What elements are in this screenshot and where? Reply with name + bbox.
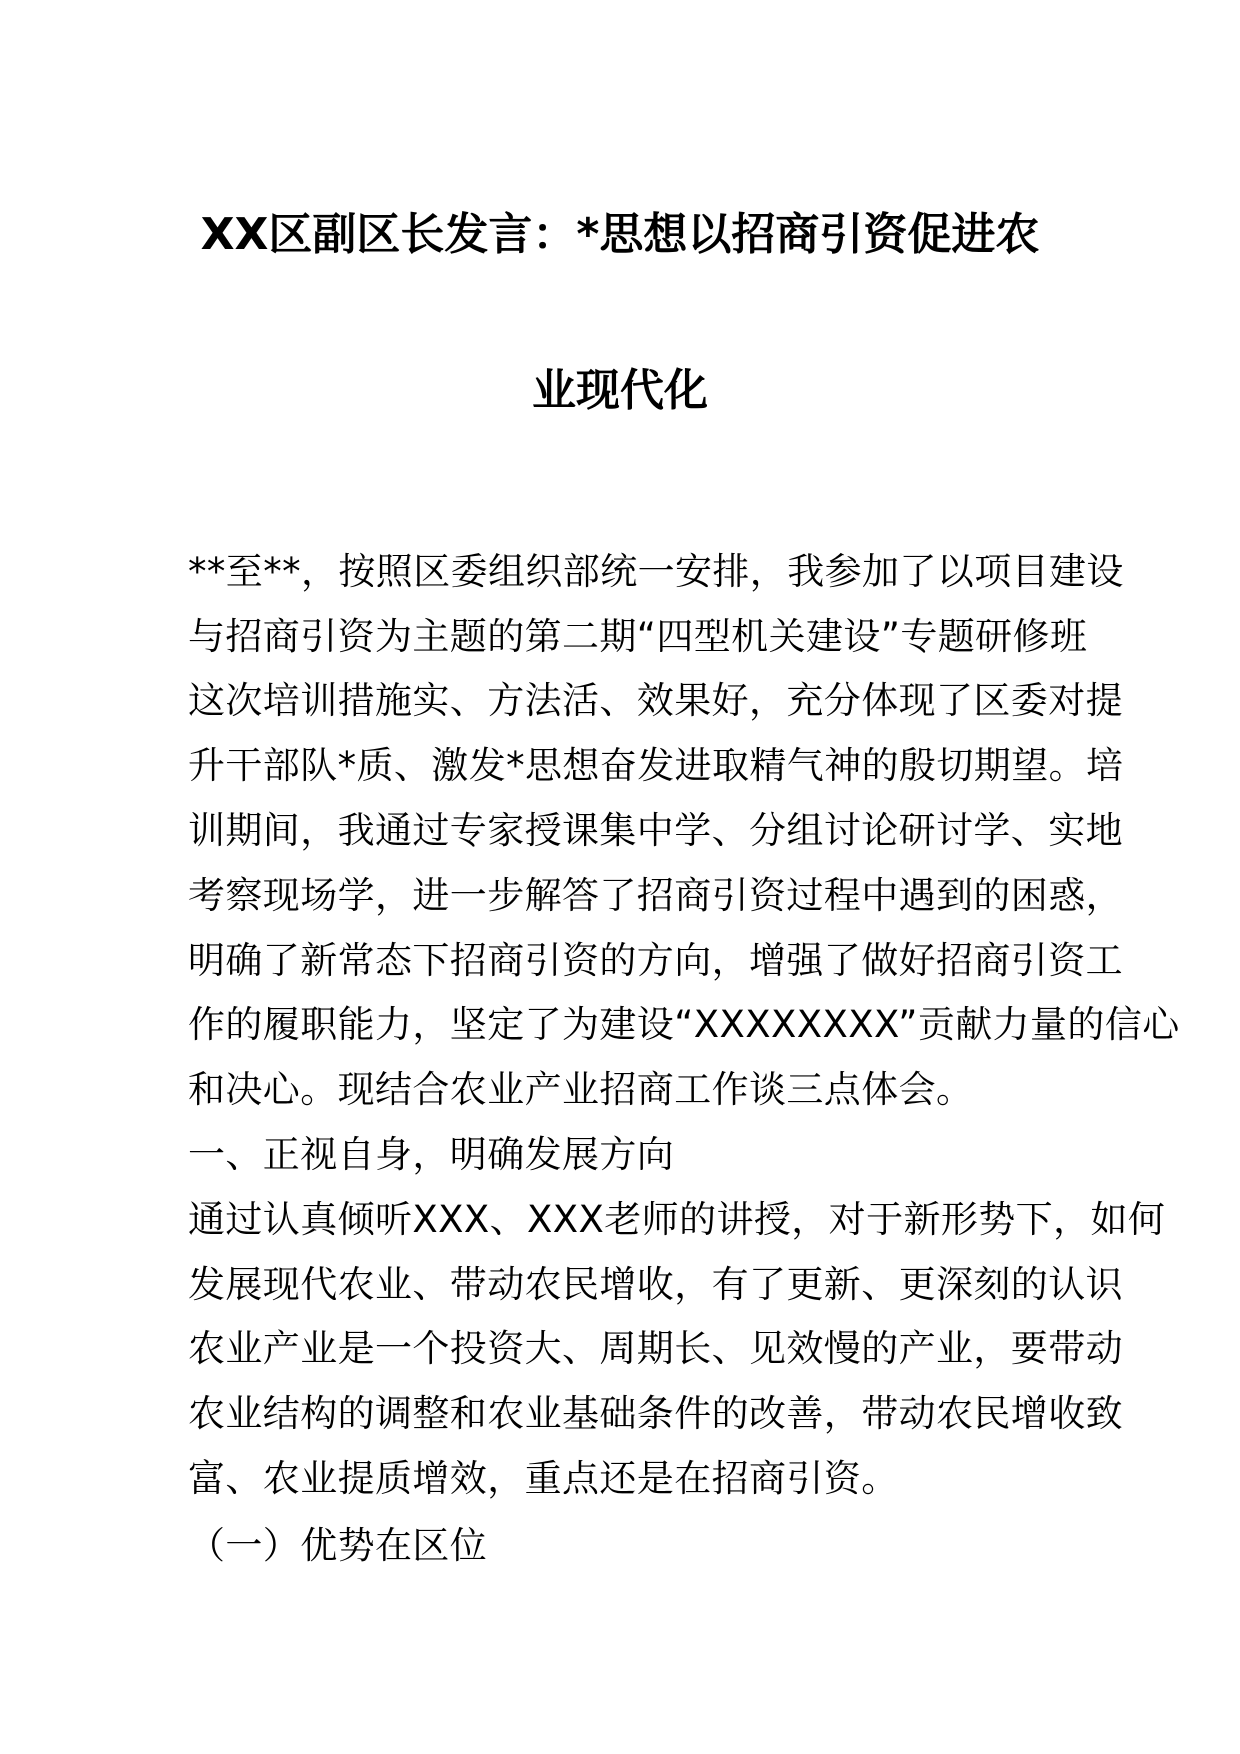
body-line: 农业产业是一个投资大、周期长、见效慢的产业，要带动 (188, 1327, 1123, 1370)
body-line: 考察现场学，进一步解答了招商引资过程中遇到的困惑， (188, 874, 1123, 917)
body-line: 与招商引资为主题的第二期“四型机关建设”专题研修班 (188, 615, 1088, 658)
body-line: 升干部队*质、激发*思想奋发进取精气神的殷切期望。培 (188, 744, 1124, 787)
body-line: **至**，按照区委组织部统一安排，我参加了以项目建设 (188, 550, 1124, 593)
body-line: 发展现代农业、带动农民增收，有了更新、更深刻的认识 (188, 1263, 1123, 1306)
body-line: 训期间，我通过专家授课集中学、分组讨论研讨学、实地 (188, 809, 1123, 852)
section-heading: 一、正视自身，明确发展方向 (188, 1133, 675, 1176)
document-title-line-2: 业现代化 (532, 365, 708, 416)
body-line: 和决心。现结合农业产业招商工作谈三点体会。 (188, 1068, 974, 1111)
body-line: 通过认真倾听XXX、XXX老师的讲授，对于新形势下，如何 (188, 1198, 1166, 1241)
subsection-heading: （一）优势在区位 (188, 1524, 488, 1567)
body-line: 富、农业提质增效，重点还是在招商引资。 (188, 1457, 899, 1500)
body-line: 这次培训措施实、方法活、效果好，充分体现了区委对提 (188, 679, 1123, 722)
body-line: 农业结构的调整和农业基础条件的改善，带动农民增收致 (188, 1392, 1123, 1435)
body-line: 明确了新常态下招商引资的方向，增强了做好招商引资工 (188, 939, 1123, 982)
body-line: 作的履职能力，坚定了为建设“XXXXXXXX”贡献力量的信心 (188, 1003, 1180, 1046)
document-title-line-1: XX区副区长发言：*思想以招商引资促进农 (200, 209, 1040, 260)
